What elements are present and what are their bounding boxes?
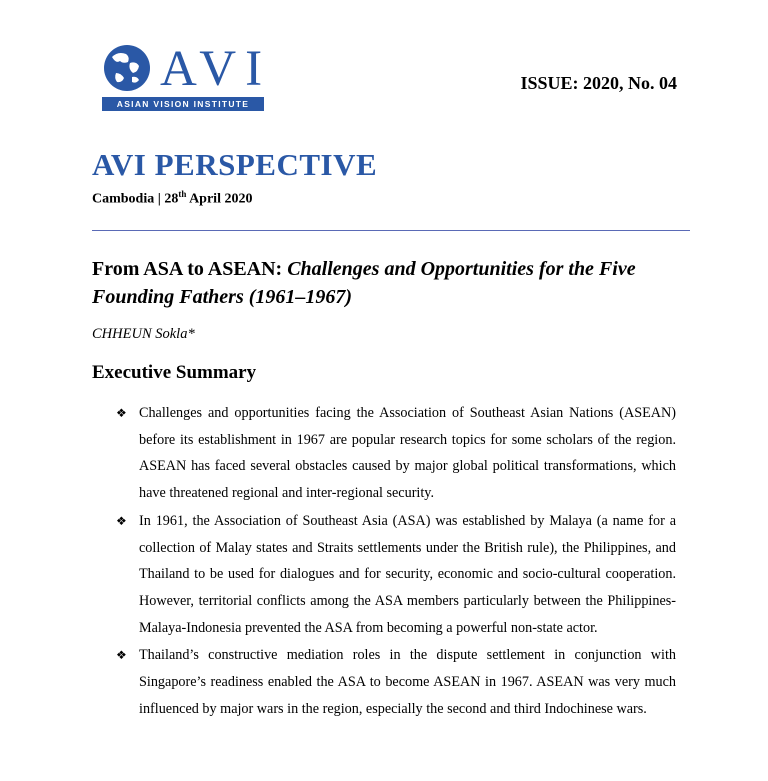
logo-letters: AVI <box>160 41 272 97</box>
dateline-sup: th <box>178 189 187 199</box>
list-item-text: In 1961, the Association of Southeast Asia (ASA) was established by Malaya (a name for a collection of Malay states and Straits settlements under the British rule), the Philippines, and Thailand to be used for dialogues and for security, economic and socio-cultural cooperation. However, territorial conflicts among the ASA members particularly between the Philippines-Malaya-Indonesia prevented the ASA from becoming a powerful non-state actor. <box>139 512 676 636</box>
dateline <box>92 189 252 208</box>
list-item <box>92 508 676 642</box>
diamond-bullet-icon: ❖ <box>116 406 127 420</box>
list-item <box>92 642 676 722</box>
logo-tagline: ASIAN VISION INSTITUTE <box>102 97 264 111</box>
avi-logo <box>102 41 272 113</box>
series-title: AVI PERSPECTIVE <box>92 147 378 182</box>
divider <box>92 230 690 231</box>
issue-number: ISSUE: 2020, No. 04 <box>520 73 677 93</box>
section-heading: Executive Summary <box>92 362 257 383</box>
list-item-text: Challenges and opportunities facing the Association of Southeast Asian Nations (ASEAN) before its establishment in 1967 are popular research topics for some scholars of the region. ASEAN has faced several obstacles caused by major global political transformations, which have threatened regional and inter-regional security. <box>139 405 676 502</box>
summary-list <box>92 400 676 723</box>
diamond-bullet-icon: ❖ <box>116 513 127 528</box>
article-title-plain: From ASA to ASEAN: <box>92 258 288 280</box>
dateline-prefix: Cambodia | 28 <box>92 191 179 207</box>
article-title-italic: Challenges and Opportunities for the Five Founding Fathers (1961–1967) <box>92 258 636 308</box>
list-item-text: Thailand’s constructive mediation roles in the dispute settlement in conjunction with Singapore’s readiness enabled the ASA to become ASEAN in 1967. ASEAN was very much influenced by major wars in the region, especially the second and third Indochinese wars. <box>139 647 676 717</box>
dateline-suffix: April 2020 <box>186 191 253 207</box>
globe-icon <box>102 43 157 93</box>
list-item <box>92 400 676 507</box>
article-title <box>92 255 692 311</box>
author: CHHEUN Sokla* <box>92 326 195 342</box>
diamond-bullet-icon: ❖ <box>116 648 127 663</box>
